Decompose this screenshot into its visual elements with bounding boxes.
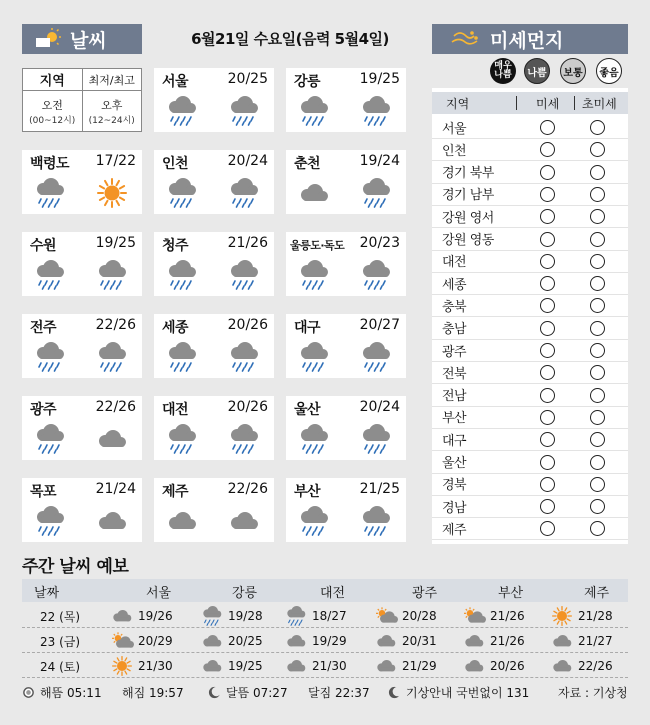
pm10-status-circle (540, 455, 555, 470)
weekly-cell (110, 604, 173, 628)
city-temp: 20/24 (359, 399, 400, 415)
dust-row (432, 406, 628, 429)
pm10-status-circle (540, 254, 555, 269)
city-temp: 19/25 (359, 71, 400, 87)
weekly-cell (550, 629, 613, 653)
dust-row (432, 294, 628, 317)
weekly-temp: 21/26 (490, 634, 525, 648)
weekly-row (22, 629, 628, 653)
weekly-temp: 20/29 (138, 634, 173, 648)
pm10-status-circle (540, 232, 555, 247)
rain-icon (32, 342, 68, 372)
weekly-cell (374, 604, 437, 628)
pm25-status-circle (590, 165, 605, 180)
rain-icon (32, 260, 68, 290)
dust-region-name: 강원 영동 (442, 233, 494, 248)
pm25-status-circle (590, 388, 605, 403)
pm10-status-circle (540, 432, 555, 447)
rain-icon (358, 424, 394, 454)
source: 자료 : 기상청 (558, 686, 628, 700)
weekly-cell (284, 654, 347, 678)
pm10-status-circle (540, 410, 555, 425)
city-card (286, 232, 406, 296)
weekly-cell (374, 629, 437, 653)
dust-region-name: 충북 (442, 299, 467, 315)
dust-row (432, 161, 628, 184)
dust-legend-very-bad: 매우나쁨 (490, 58, 516, 84)
legend-am-range: (00~12시) (29, 115, 76, 126)
weekly-header (22, 579, 628, 602)
rain-icon (226, 260, 262, 290)
sunrise: 해뜸 05:11 (22, 684, 102, 701)
rain-icon (226, 424, 262, 454)
dust-row (432, 451, 628, 474)
city-name: 울릉도·독도 (290, 239, 345, 252)
dust-region-name: 대전 (442, 255, 467, 271)
city-temp: 20/24 (227, 153, 268, 169)
pm25-status-circle (590, 232, 605, 247)
city-temp: 20/25 (227, 71, 268, 87)
cloud-icon (164, 506, 200, 536)
city-temp: 21/25 (359, 481, 400, 497)
cloud-icon (296, 178, 332, 208)
dust-row (432, 205, 628, 228)
dust-row (432, 428, 628, 451)
weekly-cell (110, 629, 173, 653)
rain-icon (296, 96, 332, 126)
weekly-temp: 21/30 (312, 659, 347, 673)
pm25-status-circle (590, 410, 605, 425)
dust-region-name: 부산 (442, 411, 467, 427)
city-card (22, 150, 142, 214)
pm10-status-circle (540, 521, 555, 536)
weekly-cell (110, 654, 173, 678)
cloud-icon (110, 606, 134, 626)
moonrise: 달뜸 07:27 (208, 684, 288, 701)
city-name: 대전 (162, 402, 189, 418)
crescent-icon (388, 686, 401, 699)
city-temp: 20/26 (227, 317, 268, 333)
dust-legend-good: 좋음 (596, 58, 622, 84)
cloud-icon (94, 506, 130, 536)
city-name: 제주 (162, 484, 189, 500)
city-temp: 20/23 (359, 235, 400, 251)
city-name: 광주 (30, 402, 57, 418)
city-name: 울산 (294, 402, 321, 418)
dust-region-name: 세종 (442, 277, 467, 293)
cloud-icon (284, 631, 308, 651)
city-temp: 19/25 (95, 235, 136, 251)
weekly-temp: 20/31 (402, 634, 437, 648)
weekly-cell (462, 604, 525, 628)
rain-icon (226, 96, 262, 126)
weekly-header-city: 대전 (320, 586, 346, 601)
dust-header-pm10: 미세 (536, 96, 560, 111)
dust-row (432, 361, 628, 384)
city-name: 춘천 (294, 156, 321, 172)
city-temp: 17/22 (95, 153, 136, 169)
dust-row (432, 183, 628, 206)
legend-pm-range: (12~24시) (88, 115, 135, 126)
city-name: 서울 (162, 74, 189, 90)
footer (22, 682, 628, 702)
weekly-title: 주간 날씨 예보 (22, 557, 129, 577)
rain-icon (358, 342, 394, 372)
dust-row (432, 495, 628, 518)
weekly-temp: 19/28 (228, 609, 263, 623)
legend-minmax: 최저/최고 (88, 73, 135, 87)
weekly-header-city: 제주 (584, 586, 610, 601)
rain-icon (200, 606, 224, 626)
weekly-header-city: 서울 (146, 586, 172, 601)
weather-badge-label: 날씨 (70, 29, 107, 52)
rain-icon (296, 424, 332, 454)
weekly-temp: 21/28 (578, 609, 613, 623)
pm10-status-circle (540, 120, 555, 135)
pm25-status-circle (590, 120, 605, 135)
dust-header-pm25: 초미세 (582, 96, 617, 111)
city-name: 부산 (294, 484, 321, 500)
city-name: 대구 (294, 320, 321, 336)
weekly-header-city: 강릉 (232, 586, 258, 601)
dust-header-divider (516, 96, 517, 110)
weekly-temp: 21/26 (490, 609, 525, 623)
city-card (286, 314, 406, 378)
dust-region-name: 강원 영서 (442, 210, 494, 226)
cloud-icon (374, 631, 398, 651)
weekly-row (22, 654, 628, 678)
weekly-temp: 19/29 (312, 634, 347, 648)
pm25-status-circle (590, 477, 605, 492)
dust-row (432, 250, 628, 273)
rain-icon (32, 506, 68, 536)
pm25-status-circle (590, 298, 605, 313)
pm25-status-circle (590, 365, 605, 380)
legend-pm: 오후 (101, 98, 123, 112)
pm25-status-circle (590, 455, 605, 470)
pm25-status-circle (590, 209, 605, 224)
city-name: 강릉 (294, 74, 321, 90)
weekly-temp: 18/27 (312, 609, 347, 623)
weather-badge (22, 24, 142, 54)
weekly-temp: 21/29 (402, 659, 437, 673)
rain-icon (94, 342, 130, 372)
legend-am: 오전 (41, 98, 63, 112)
city-temp: 22/26 (95, 317, 136, 333)
dust-row (432, 517, 628, 540)
weekly-cell (200, 629, 263, 653)
legend-box (22, 68, 142, 132)
pm10-status-circle (540, 499, 555, 514)
sun-icon (110, 656, 134, 676)
weekly-header-city: 광주 (412, 586, 438, 601)
cloud-icon (94, 424, 130, 454)
wind-icon (450, 28, 480, 50)
sun-icon (550, 606, 574, 626)
weekly-cell (462, 629, 525, 653)
pm10-status-circle (540, 343, 555, 358)
dust-header-region: 지역 (446, 96, 470, 111)
dust-row (432, 339, 628, 362)
rain-icon (296, 342, 332, 372)
city-card (22, 232, 142, 296)
weekly-date: 23 (금) (40, 635, 81, 649)
moon-icon (208, 686, 221, 699)
weekly-date: 22 (목) (40, 610, 81, 624)
dust-row (432, 116, 628, 139)
pm25-status-circle (590, 432, 605, 447)
pm25-status-circle (590, 521, 605, 536)
dust-region-name: 대구 (442, 433, 467, 449)
city-card (22, 396, 142, 460)
weekly-temp: 20/26 (490, 659, 525, 673)
dust-region-name: 경기 북부 (442, 166, 494, 182)
pm10-status-circle (540, 298, 555, 313)
weekly-cell (284, 629, 347, 653)
city-card (154, 478, 274, 542)
pm10-status-circle (540, 142, 555, 157)
city-temp: 20/27 (359, 317, 400, 333)
dust-region-name: 울산 (442, 456, 467, 471)
dust-legend-bad: 나쁨 (524, 58, 550, 84)
sun-cloud-icon (34, 28, 62, 50)
weekly-cell (374, 654, 437, 678)
pm10-status-circle (540, 477, 555, 492)
dust-row (432, 272, 628, 295)
pm25-status-circle (590, 343, 605, 358)
rain-icon (94, 260, 130, 290)
city-name: 백령도 (30, 156, 70, 172)
pm10-status-circle (540, 209, 555, 224)
city-name: 인천 (162, 156, 189, 172)
dust-region-name: 인천 (442, 143, 467, 159)
cloud-icon (200, 631, 224, 651)
dust-row (432, 473, 628, 496)
dust-table-header (432, 92, 628, 114)
cloud-icon (462, 656, 486, 676)
dust-header-divider (574, 96, 575, 110)
pm25-status-circle (590, 321, 605, 336)
weekly-cell (200, 654, 263, 678)
rain-icon (32, 178, 68, 208)
weekly-temp: 21/27 (578, 634, 613, 648)
rain-icon (226, 178, 262, 208)
cloud-icon (374, 656, 398, 676)
city-temp: 19/24 (359, 153, 400, 169)
dust-region-name: 광주 (442, 344, 467, 360)
weekly-cell (550, 604, 613, 628)
pm25-status-circle (590, 499, 605, 514)
pm10-status-circle (540, 276, 555, 291)
city-temp: 20/26 (227, 399, 268, 415)
rain-icon (226, 342, 262, 372)
pm10-status-circle (540, 187, 555, 202)
city-card (286, 478, 406, 542)
city-card (286, 150, 406, 214)
rain-icon (296, 260, 332, 290)
cloud-icon (200, 656, 224, 676)
pm25-status-circle (590, 142, 605, 157)
weekly-temp: 21/30 (138, 659, 173, 673)
page-date: 6월21일 수요일(음력 5월4일) (191, 30, 389, 48)
dust-region-name: 전북 (442, 366, 467, 382)
dust-region-name: 경북 (442, 478, 467, 494)
city-temp: 22/26 (227, 481, 268, 497)
rain-icon (284, 606, 308, 626)
rain-icon (358, 260, 394, 290)
city-temp: 21/24 (95, 481, 136, 497)
pm25-status-circle (590, 276, 605, 291)
city-card (154, 314, 274, 378)
pm10-status-circle (540, 365, 555, 380)
moonset: 달짐 22:37 (308, 686, 370, 700)
city-name: 전주 (30, 320, 57, 336)
suncloud-icon (374, 606, 398, 626)
dust-row (432, 384, 628, 407)
info-line: 기상안내 국번없이 131 (388, 684, 529, 701)
city-card (22, 314, 142, 378)
suncloud-icon (110, 631, 134, 651)
rain-icon (164, 178, 200, 208)
rain-icon (296, 506, 332, 536)
cloud-icon (226, 506, 262, 536)
suncloud-icon (462, 606, 486, 626)
dust-region-name: 충남 (442, 322, 467, 338)
pm10-status-circle (540, 321, 555, 336)
weekly-date: 24 (토) (40, 660, 81, 674)
rain-icon (358, 506, 394, 536)
weekly-cell (550, 654, 613, 678)
dust-badge (432, 24, 628, 54)
dust-region-name: 경남 (442, 500, 467, 516)
sun-small-icon (22, 686, 35, 699)
dust-row (432, 138, 628, 161)
weekly-temp: 22/26 (578, 659, 613, 673)
city-temp: 22/26 (95, 399, 136, 415)
rain-icon (164, 424, 200, 454)
city-card (154, 150, 274, 214)
cloud-icon (462, 631, 486, 651)
legend-region: 지역 (39, 74, 65, 89)
rain-icon (32, 424, 68, 454)
sunset: 해짐 19:57 (122, 686, 184, 700)
pm25-status-circle (590, 254, 605, 269)
city-card (286, 68, 406, 132)
dust-legend-normal: 보통 (560, 58, 586, 84)
dust-region-name: 전남 (442, 389, 467, 405)
sun-icon (94, 178, 130, 208)
rain-icon (164, 96, 200, 126)
weekly-temp: 19/25 (228, 659, 263, 673)
rain-icon (358, 96, 394, 126)
weekly-header-date: 날짜 (34, 586, 60, 601)
weekly-temp: 20/25 (228, 634, 263, 648)
weekly-header-city: 부산 (498, 586, 524, 601)
cloud-icon (550, 656, 574, 676)
weekly-cell (462, 654, 525, 678)
weekly-cell (200, 604, 263, 628)
cloud-icon (550, 631, 574, 651)
city-name: 청주 (162, 238, 189, 254)
weekly-temp: 19/26 (138, 609, 173, 623)
city-name: 수원 (30, 238, 57, 254)
pm10-status-circle (540, 165, 555, 180)
cloud-icon (284, 656, 308, 676)
dust-region-name: 서울 (442, 121, 467, 137)
city-name: 세종 (162, 320, 189, 336)
dust-badge-label: 미세먼지 (490, 29, 564, 52)
rain-icon (164, 342, 200, 372)
city-card (154, 396, 274, 460)
rain-icon (358, 178, 394, 208)
dust-row (432, 317, 628, 340)
city-card (154, 68, 274, 132)
city-card (22, 478, 142, 542)
dust-region-name: 제주 (442, 522, 467, 538)
dust-row (432, 228, 628, 251)
weekly-temp: 20/28 (402, 609, 437, 623)
city-name: 목포 (30, 484, 57, 500)
pm25-status-circle (590, 187, 605, 202)
city-temp: 21/26 (227, 235, 268, 251)
rain-icon (164, 260, 200, 290)
city-card (154, 232, 274, 296)
dust-region-name: 경기 남부 (442, 188, 494, 204)
city-card (286, 396, 406, 460)
weekly-row (22, 604, 628, 628)
pm10-status-circle (540, 388, 555, 403)
weekly-cell (284, 604, 347, 628)
